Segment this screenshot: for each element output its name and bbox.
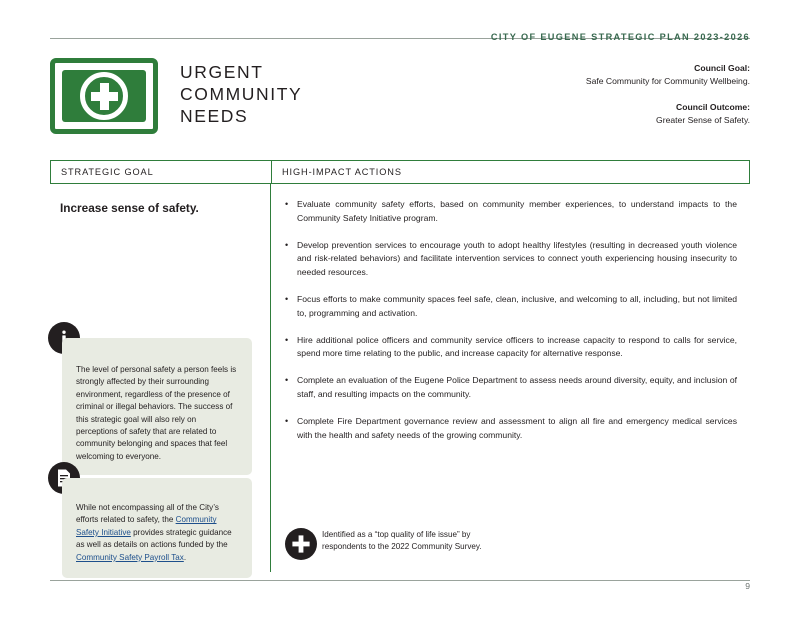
- section-title-line2: COMMUNITY: [180, 84, 303, 104]
- list-item-text: Evaluate community safety efforts, based on community member experiences, to understand impacts to the Community Safety Initiative program.: [297, 199, 737, 223]
- reference-note-text1: While not encompassing all of the City’s efforts related to safety, the: [76, 503, 219, 525]
- council-goal-label: Council Goal:: [694, 63, 750, 73]
- table-column-divider: [270, 184, 271, 572]
- council-info: [586, 62, 750, 140]
- list-item-text: Hire additional police officers and community service officers to increase capacity to respond to calls for service, spend more time relating to the public, and increase capacity for alternative response.: [297, 334, 737, 359]
- table-header-row: [50, 160, 750, 184]
- info-note: The level of personal safety a person feels is strongly affected by their surrounding environment, regardless of the presence of criminal or illegal behaviors. The success of this strategic goal will also rely on perceptions of safety that are related to community belonging and spaces that feel welcoming to everyone.: [62, 338, 252, 475]
- list-item-text: Develop prevention services to encourage youth to adopt healthy lifestyles (resulting in decreased youth violence and risk-related behaviors) and facilitate intervention services to connect youth experiencing housing insecurity to needed resources.: [297, 239, 737, 278]
- bullet-icon: •: [285, 293, 289, 304]
- council-goal-value: Safe Community for Community Wellbeing.: [585, 76, 750, 86]
- bullet-icon: •: [285, 239, 289, 250]
- reference-note-text2: provides strategic guidance as well as details on actions funded by the: [76, 527, 232, 550]
- plus-circle-icon: [285, 528, 317, 560]
- reference-note: [62, 478, 252, 578]
- list-item: [285, 293, 737, 321]
- column-header-strategic-goal: STRATEGIC GOAL: [61, 167, 154, 177]
- strategic-goal-title: Increase sense of safety.: [60, 201, 199, 215]
- footnote-text: Identified as a “top quality of life issue” by respondents to the 2022 Community Survey.: [322, 530, 482, 552]
- section-title-line3: NEEDS: [180, 106, 249, 126]
- community-safety-initiative-link[interactable]: Community Safety Initiative: [76, 515, 217, 537]
- list-item: [285, 415, 737, 443]
- list-item-text: Focus efforts to make community spaces feel safe, clean, inclusive, and welcoming to all, including, but not limited to, programming and activation.: [297, 293, 737, 318]
- council-outcome-label: Council Outcome:: [675, 102, 750, 112]
- section-logo-block: [50, 58, 302, 134]
- column-header-high-impact-actions: HIGH-IMPACT ACTIONS: [271, 161, 749, 183]
- list-item-text: Complete an evaluation of the Eugene Police Department to assess needs around diversity, equity, and inclusion of staff, and resulting impacts on the community.: [297, 375, 737, 399]
- high-impact-actions-list: [285, 198, 737, 455]
- community-safety-payroll-tax-link[interactable]: Community Safety Payroll Tax: [76, 552, 184, 562]
- list-item: [285, 239, 737, 280]
- bullet-icon: •: [285, 375, 289, 386]
- section-title-line1: URGENT: [180, 62, 264, 82]
- section-title: [180, 61, 302, 127]
- bullet-icon: •: [285, 415, 289, 426]
- council-outcome-value: Greater Sense of Safety.: [656, 115, 750, 125]
- document-title: CITY OF EUGENE STRATEGIC PLAN 2023-2026: [490, 32, 750, 42]
- page-number: 9: [745, 581, 750, 591]
- list-item: [285, 334, 737, 362]
- list-item-text: Complete Fire Department governance review and assessment to align all fire and emergency medical services with the health and safety needs of the growing community.: [297, 415, 737, 440]
- reference-note-text3: .: [183, 552, 187, 562]
- footer-divider: [50, 580, 750, 581]
- list-item: [285, 198, 737, 226]
- bullet-icon: •: [285, 334, 289, 345]
- list-item: [285, 374, 737, 402]
- first-aid-cross-icon: [50, 58, 158, 134]
- bullet-icon: •: [285, 199, 289, 209]
